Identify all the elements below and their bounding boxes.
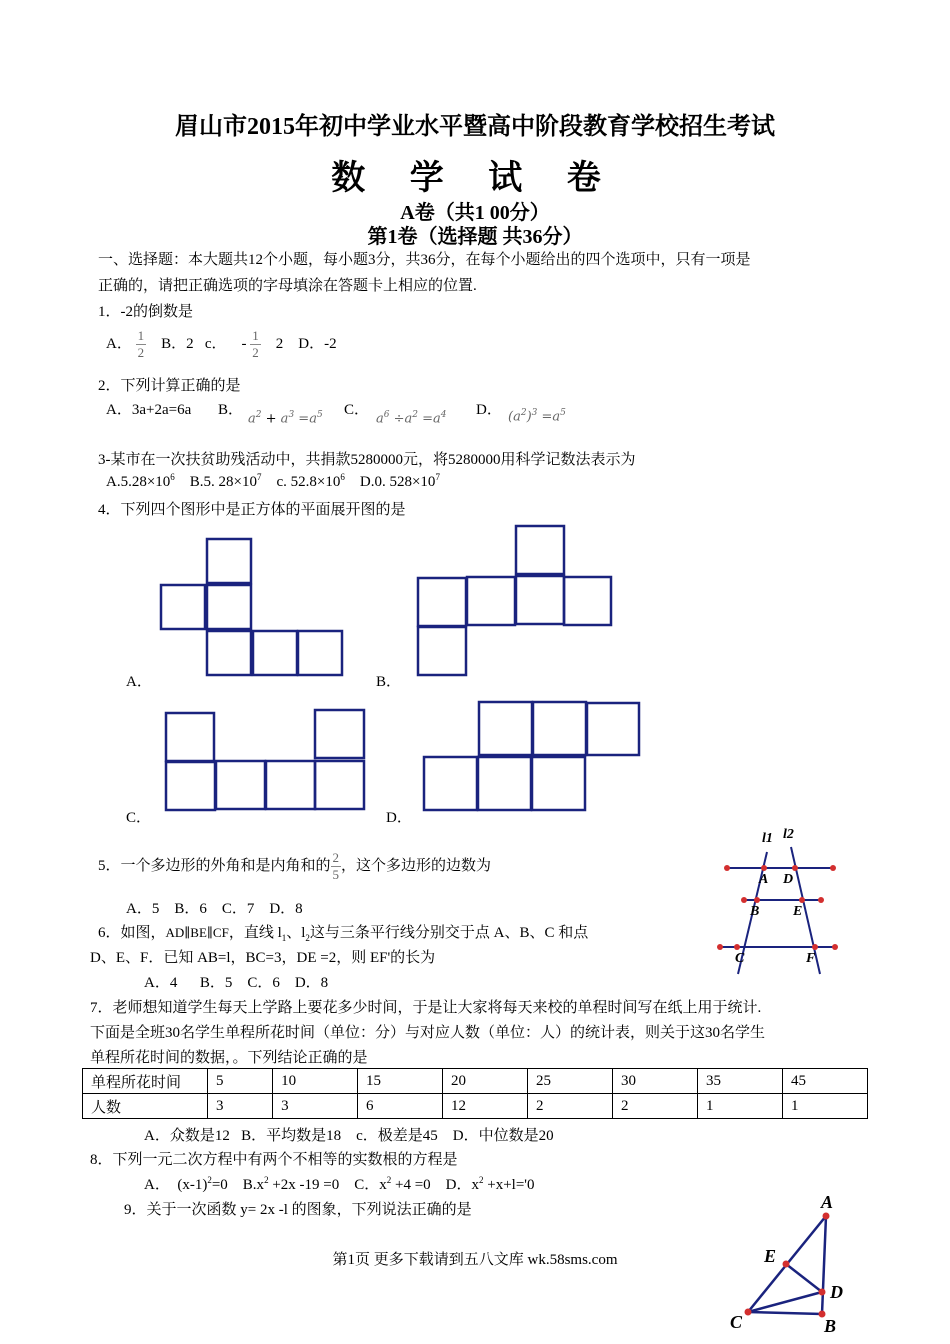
q3-option-d: D.0. 528×10 — [359, 474, 436, 490]
table-cell: 35 — [697, 1069, 782, 1094]
q7-line3: 单程所花时间的数据，。下列结论正确的是 — [90, 1050, 368, 1066]
table-cell: 30 — [613, 1069, 698, 1094]
q5-fraction: $\frac{2}{5}$ — [332, 850, 340, 883]
label-F: F — [806, 951, 816, 966]
instructions-line2: 正确的，请把正确选项的字母填涂在答题卡上相应的位置. — [98, 278, 477, 294]
label-l1: l1 — [762, 831, 773, 846]
q8-options: A． $(x-1)^2=0$ $B.x^2 +2x$ -19 =0 C．$x^2 +4 =0$ D．$x^2 +x+l='0$ — [144, 1175, 535, 1193]
q7-options: A．众数是12 B．平均数是18 c．极差是45 D．中位数是20 — [144, 1128, 554, 1144]
label-D: D — [783, 872, 794, 887]
q3-option-c: c. 52.8×10 — [276, 474, 341, 490]
page-footer: 第1页 更多下载请到五八文库 wk.58sms.com — [332, 1252, 618, 1268]
label-E: E — [764, 1246, 777, 1266]
label-B: B — [750, 904, 760, 919]
q4-option-b: B． — [376, 674, 402, 690]
volume-title: A卷（共1 00分） — [400, 202, 550, 224]
label-E: E — [793, 904, 803, 919]
table-cell: 1 — [782, 1094, 867, 1119]
table-cell: 3 — [273, 1094, 358, 1119]
q7-line2: 下面是全班30名学生单程所花时间（单位：分）与对应人数（单位：人）的统计表，则关于这30名学生 — [90, 1025, 766, 1041]
q6-line2: D、E、F．已知 AB=l，BC=3，DE =2，则 EF'的长为 — [90, 950, 436, 966]
q4-net-a — [155, 533, 350, 683]
label-C: C — [730, 1312, 743, 1332]
q1-option-b: B．2 — [161, 336, 194, 352]
q6-options: A．4 B．5 C．6 D．8 — [144, 975, 329, 991]
section-title: 第1卷（选择题 共36分） — [367, 226, 583, 248]
table-cell: 15 — [358, 1069, 443, 1094]
q2-option-c-formula: $a^6 \div a^2 =a^4$ — [376, 410, 447, 427]
q8-stem: 8．下列一元二次方程中有两个不相等的实数根的方程是 — [90, 1152, 458, 1168]
q1-options — [106, 324, 337, 364]
q2-option-b-formula: $a^2 + a^3 =a^5$ — [248, 410, 323, 427]
table-cell: 人数 — [83, 1094, 208, 1119]
table-cell: 单程所花时间 — [83, 1069, 208, 1094]
label-D: D — [830, 1282, 843, 1302]
q6-figure — [705, 822, 855, 982]
table-cell: 12 — [443, 1094, 528, 1119]
q3-options: $A.5.28\times 10^6$ B.5. $28\times 10^7$ c. $52.8\times 10^6$ D.0. $528\times 10^7$ — [106, 472, 440, 490]
q1-option-d: D．-2 — [298, 336, 337, 352]
q9-stem: 9．关于一次函数 y= 2x -l 的图象，下列说法正确的是 — [124, 1202, 472, 1218]
table-cell: 45 — [782, 1069, 867, 1094]
q3-stem: 3-某市在一次扶贫助残活动中，共捐款5280000元，将5280000用科学记数法表示为 — [98, 452, 636, 468]
q5-stem-post: ，这个多边形的边数为 — [341, 858, 492, 874]
q2-option-d-formula: $(a^2)^3 =a^5$ — [508, 408, 566, 425]
q1-option-a-label: A． — [106, 336, 132, 352]
label-B: B — [824, 1316, 837, 1336]
table-cell: 1 — [697, 1094, 782, 1119]
table-cell: 3 — [208, 1094, 273, 1119]
label-C: C — [735, 951, 745, 966]
exam-title: 眉山市2015年初中学业水平暨高中阶段教育学校招生考试 — [175, 114, 775, 140]
q1-stem: 1．-2的倒数是 — [98, 304, 193, 320]
label-A: A — [821, 1192, 834, 1212]
q4-net-b — [412, 520, 617, 682]
q4-stem: 4．下列四个图形中是正方体的平面展开图的是 — [98, 502, 406, 518]
q4-net-c — [160, 706, 370, 816]
instructions-line1: 一、选择题：本大题共12个小题，每小题3分，共36分，在每个小题给出的四个选项中，只有一项是 — [98, 252, 751, 268]
table-cell: 10 — [273, 1069, 358, 1094]
table-row — [83, 1069, 868, 1094]
q3-option-b: B.5. 28×10 — [189, 474, 258, 490]
q5-stem — [98, 846, 491, 886]
table-row — [83, 1094, 868, 1119]
table-cell: 5 — [208, 1069, 273, 1094]
q4-option-a: A． — [126, 674, 152, 690]
q1-option-a-fraction: $\frac{1}{2}$ — [137, 328, 145, 361]
q6-line1: 6．如图，AD∥BE∥CF，直线 $l_1$、$l_2$这与三条平行线分别交于点 A、B、C 和点 — [98, 925, 589, 943]
label-A: A — [759, 872, 769, 887]
q1-option-c-tail: 2 — [275, 336, 284, 352]
q5-stem-pre: 5．一个多边形的外角和是内角和的 — [98, 858, 331, 874]
q2-option-b-label: B． — [218, 402, 244, 418]
q2-stem: 2．下列计算正确的是 — [98, 378, 241, 394]
table-cell: 2 — [528, 1094, 613, 1119]
q2-option-d-label: D． — [476, 402, 502, 418]
q1-option-c-minus: - — [241, 336, 247, 352]
q4-net-d — [418, 696, 646, 816]
table-cell: 25 — [528, 1069, 613, 1094]
subject-title: 数 学 试 卷 — [331, 160, 619, 197]
q2-option-c-label: C． — [344, 402, 370, 418]
q1-option-c-fraction: $\frac{1}{2}$ — [252, 328, 259, 361]
q2-option-a: A．3a+2a=6a — [106, 402, 192, 418]
table-cell: 20 — [443, 1069, 528, 1094]
q4-option-c: C． — [126, 810, 152, 826]
q5-options: A．5 B．6 C．7 D．8 — [126, 901, 303, 917]
q7-table — [82, 1068, 868, 1119]
q7-line1: 7．老师想知道学生每天上学路上要花多少时间，于是让大家将每天来校的单程时间写在纸上用于统计. — [90, 1000, 762, 1016]
table-cell: 2 — [613, 1094, 698, 1119]
label-l2: l2 — [783, 827, 794, 842]
q3-option-a: A.5.28×10 — [106, 474, 171, 490]
table-cell: 6 — [358, 1094, 443, 1119]
q1-option-c-label: c． — [204, 336, 227, 352]
q4-option-d: D． — [386, 810, 412, 826]
